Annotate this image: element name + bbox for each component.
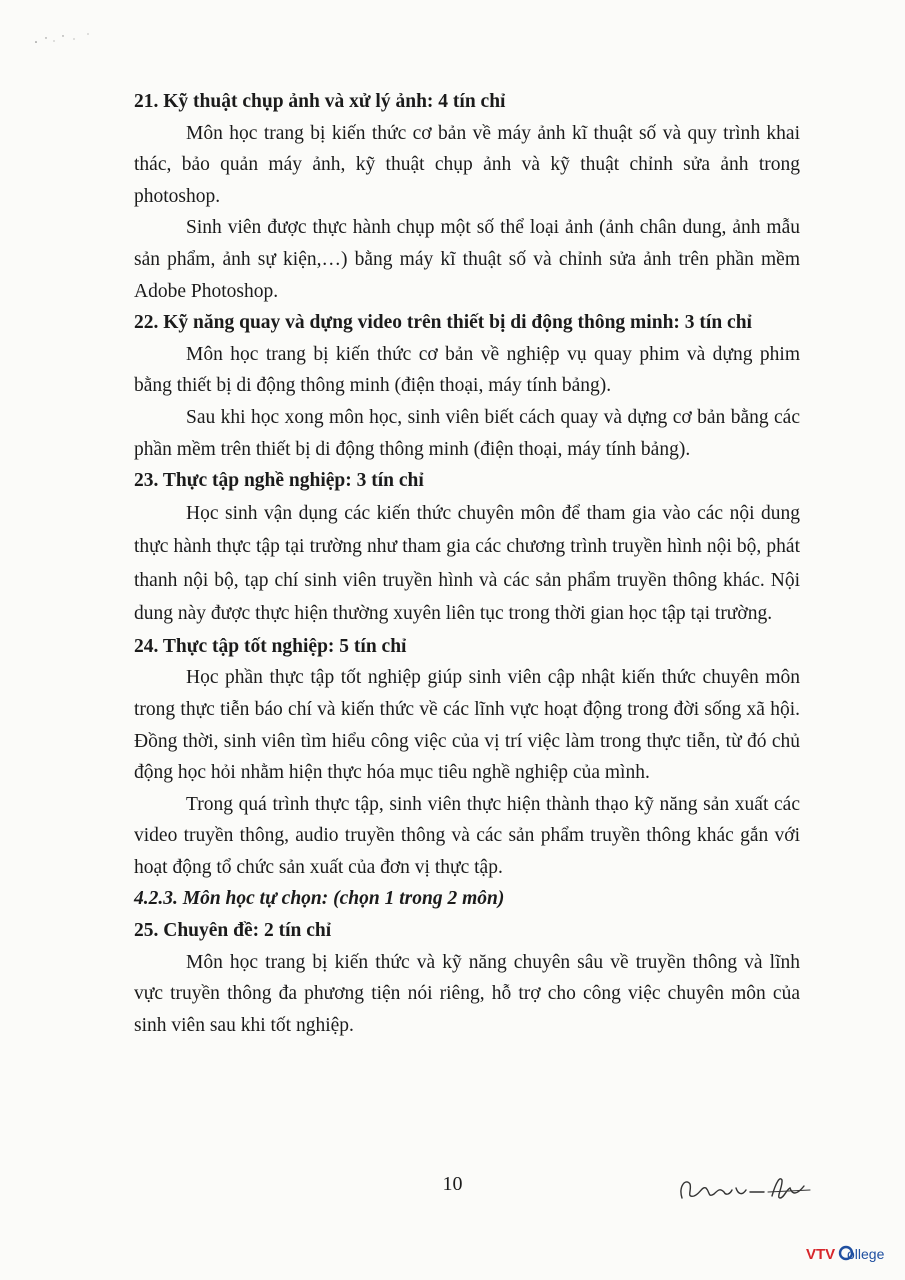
section-22-paragraph-1: Môn học trang bị kiến thức cơ bản về nghiệp vụ quay phim và dựng phim bằng thiết bị di động thông minh (điện thoại, máy tính bảng).	[134, 343, 800, 397]
page-number: 10	[442, 1173, 463, 1195]
scan-specks	[30, 28, 110, 48]
section-21-paragraph-1: Môn học trang bị kiến thức cơ bản về máy ảnh kĩ thuật số và quy trình khai thác, bảo quản máy ảnh, kỹ thuật chụp ảnh và kỹ thuật chỉnh sửa ảnh trong photoshop.	[134, 122, 800, 207]
section-23-paragraph-1: Học sinh vận dụng các kiến thức chuyên môn để tham gia vào các nội dung thực hành thực tập tại trường như tham gia các chương trình truyền hình nội bộ, phát thanh nội bộ, tạp chí sinh viên truyền hình và các sản phẩm truyền thông khác. Nội dung này được thực hiện thường xuyên liên tục trong thời gian học tập tại trường.	[134, 502, 800, 625]
section-24-paragraph-1: Học phần thực tập tốt nghiệp giúp sinh viên cập nhật kiến thức chuyên môn trong thực tiễn báo chí và kiến thức về các lĩnh vực hoạt động trong đời sống xã hội. Đồng thời, sinh viên tìm hiểu công việc của vị trí việc làm trong thực tiễn, từ đó chủ động học hỏi nhằm hiện thực hóa mục tiêu nghề nghiệp của mình.	[134, 667, 800, 784]
section-21-paragraph-2: Sinh viên được thực hành chụp một số thể loại ảnh (ảnh chân dung, ảnh mẫu sản phẩm, ảnh sự kiện,…) bằng máy kĩ thuật số và chỉnh sửa ảnh trên phần mềm Adobe Photoshop.	[134, 217, 800, 302]
section-24-paragraph-2: Trong quá trình thực tập, sinh viên thực hiện thành thạo kỹ năng sản xuất các video truyền thông, audio truyền thông và các sản phẩm truyền thông khác gắn với hoạt động tổ chức sản xuất của đơn vị thực tập.	[134, 793, 800, 878]
section-heading-25: 25. Chuyên đề: 2 tín chỉ	[134, 920, 332, 942]
section-heading-21: 21. Kỹ thuật chụp ảnh và xử lý ảnh: 4 tín chỉ	[134, 91, 506, 112]
section-25-paragraph-1: Môn học trang bị kiến thức và kỹ năng chuyên sâu về truyền thông và lĩnh vực truyền thông đa phương tiện nói riêng, hỗ trợ cho công việc chuyên môn của sinh viên sau khi tốt nghiệp.	[134, 951, 800, 1036]
section-heading-23: 23. Thực tập nghề nghiệp: 3 tín chỉ	[134, 470, 424, 492]
svg-text:ollege: ollege	[847, 1246, 885, 1262]
section-heading-24: 24. Thực tập tốt nghiệp: 5 tín chỉ	[134, 635, 407, 657]
handwritten-signature	[672, 1168, 812, 1208]
subsection-heading-elective: 4.2.3. Môn học tự chọn: (chọn 1 trong 2 môn)	[134, 888, 505, 910]
document-body	[134, 86, 800, 1041]
section-22-paragraph-2: Sau khi học xong môn học, sinh viên biết cách quay và dựng cơ bản bằng các phần mềm trên thiết bị di động thông minh (điện thoại, máy tính bảng).	[134, 406, 800, 460]
vtv-college-logo	[806, 1240, 898, 1266]
section-heading-22: 22. Kỹ năng quay và dựng video trên thiết bị di động thông minh: 3 tín chỉ	[134, 312, 752, 334]
svg-text:VTV: VTV	[806, 1246, 836, 1263]
